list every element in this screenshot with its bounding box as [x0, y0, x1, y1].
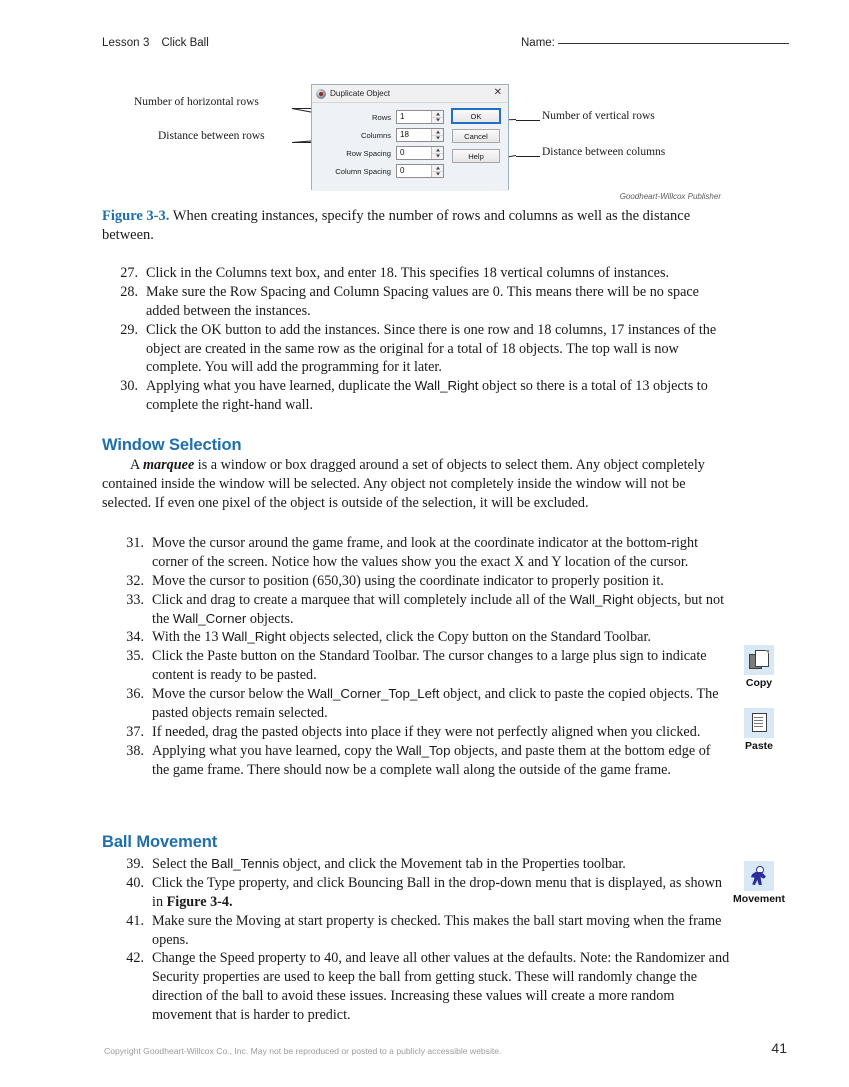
- list-item: [112, 321, 730, 378]
- text-run: With the 13: [152, 629, 222, 646]
- columns-stepper[interactable]: [396, 128, 444, 142]
- step-number: 31.: [126, 535, 144, 551]
- text-run: is a window or box dragged around a set of objects to select them. Any object completely contained inside the window will be selected. Any object not: [102, 457, 705, 492]
- code-term: Wall_Right: [221, 629, 286, 645]
- text-run: text box, and enter 18. This specifies 18 vertical columns of instances.: [267, 265, 670, 281]
- list-item: [112, 283, 730, 321]
- margin-icon-copy-label: Copy: [745, 677, 773, 689]
- field-row-column-spacing: [312, 163, 508, 179]
- ok-button[interactable]: OK: [452, 109, 500, 123]
- step-number: 37.: [126, 723, 144, 740]
- step-number: 33.: [126, 591, 144, 608]
- row-spacing-spinner-arrows[interactable]: [431, 147, 443, 159]
- columns-spinner-arrows[interactable]: [431, 129, 443, 141]
- leader-line-vertical-rows: [516, 120, 540, 121]
- text-run: Make sure the: [146, 283, 230, 300]
- text-run: values are 0. This means there will be no space added between the instances.: [146, 283, 699, 319]
- step-number: 27.: [120, 265, 138, 281]
- row-spacing-value[interactable]: 0: [400, 148, 405, 157]
- text-run: inside the window will not be selected. If even one pixel of the object is outside of the selection, it will be excluded.: [102, 475, 686, 511]
- emphasis-italic: completely: [450, 475, 514, 492]
- list-item: [112, 264, 730, 283]
- page-number: 41: [771, 1040, 787, 1056]
- margin-icon-copy: [728, 645, 790, 689]
- step-number: 42.: [126, 950, 144, 967]
- figure-caption: [102, 207, 727, 245]
- step-number: 41.: [126, 912, 144, 929]
- callout-number-of-horizontal-rows: Number of horizontal rows: [134, 96, 259, 108]
- spinner-down-icon[interactable]: [432, 154, 443, 160]
- callout-number-of-vertical-rows: Number of vertical rows: [542, 110, 655, 122]
- rows-value[interactable]: 1: [400, 112, 405, 121]
- column-spacing-label: Column Spacing: [335, 166, 391, 176]
- list-item: [118, 742, 730, 780]
- text-run: objects, and paste them at the bottom edge of the game frame. There should now be a complete wall along the outside of the game frame.: [152, 742, 711, 778]
- text-run: Click in the: [146, 265, 216, 281]
- text-run: Select the: [152, 856, 212, 872]
- code-term: Wall_Top: [396, 742, 451, 758]
- text-run: Move the cursor to position (650,30) using the coordinate indicator to properly position it.: [152, 572, 664, 589]
- margin-icon-movement-label: Movement: [733, 893, 785, 905]
- dialog-title-bar: [312, 85, 508, 103]
- margin-icon-movement: [728, 861, 790, 905]
- rows-spinner-arrows[interactable]: [431, 111, 443, 123]
- list-item: [118, 912, 730, 950]
- text-run: button to add the instances. Since there is one row and 18 columns, 17 instances of the object are created in the same row as the original for a total of 18 objects. The top wall is now complete. You will add the programming for it later.: [146, 321, 717, 376]
- text-run: objects.: [246, 610, 294, 627]
- step-number: 29.: [120, 321, 138, 338]
- text-run: objects selected, click the: [285, 629, 438, 646]
- cancel-button[interactable]: Cancel: [452, 129, 500, 143]
- text-run: Click and drag to create a marquee that will completely include all of the: [152, 591, 570, 608]
- text-run: in the drop-down menu that is displayed, as shown in: [152, 874, 722, 910]
- callout-distance-between-rows: Distance between rows: [158, 130, 265, 142]
- list-item: [118, 685, 730, 723]
- emphasis-bold: OK: [201, 321, 222, 338]
- figure-caption-text: When creating instances, specify the number of rows and columns as well as the distance between.: [102, 208, 691, 244]
- columns-value[interactable]: 18: [400, 130, 409, 139]
- text-run: Click the: [146, 321, 202, 338]
- code-term: Wall_Corner: [172, 610, 247, 626]
- text-run: object so there is a total of 13 objects to complete the right-hand wall.: [146, 378, 708, 414]
- list-item: [118, 572, 730, 591]
- copy-icon: [744, 645, 774, 675]
- text-run: the: [152, 610, 173, 627]
- margin-icon-paste-label: Paste: [744, 740, 774, 752]
- code-term: Wall_Right: [414, 378, 479, 394]
- footer-copyright: Copyright Goodheart-Willcox Co., Inc. May not be reproduced or posted to a publicly accessible website.: [104, 1046, 502, 1056]
- step-number: 36.: [126, 686, 144, 702]
- help-button[interactable]: Help: [452, 149, 500, 163]
- row-spacing-stepper[interactable]: [396, 146, 444, 160]
- step-number: 28.: [120, 283, 138, 300]
- text-run: toolbar.: [579, 856, 626, 872]
- list-item: [118, 949, 730, 1025]
- column-spacing-spinner-arrows[interactable]: [431, 165, 443, 177]
- text-run: and: [305, 283, 334, 300]
- step-number: 34.: [126, 629, 144, 646]
- step-number: 30.: [120, 378, 138, 395]
- code-term: Ball_Tennis: [211, 856, 280, 871]
- code-term: Wall_Right: [569, 591, 634, 607]
- text-run: Click the: [152, 648, 208, 665]
- column-spacing-stepper[interactable]: [396, 164, 444, 178]
- dialog-title-text: Duplicate Object: [330, 89, 391, 98]
- glossary-term: marquee: [143, 457, 195, 473]
- text-run: objects, but: [633, 591, 706, 608]
- step-number: 39.: [126, 856, 144, 872]
- name-label: Name:: [521, 37, 555, 49]
- emphasis-bold: Bouncing Ball: [348, 874, 431, 891]
- duplicate-object-dialog: [311, 84, 509, 190]
- emphasis-bold: Standard Toolbar: [550, 629, 648, 646]
- text-run: object, and click the: [279, 856, 401, 872]
- paste-icon: [744, 708, 774, 738]
- text-run: . The cursor changes to a large plus sign to indicate content is ready to be pasted.: [152, 648, 707, 684]
- lesson-title: Click Ball: [161, 37, 209, 49]
- step-list-window-selection: [118, 534, 730, 779]
- step-number: 35.: [126, 648, 144, 665]
- list-item: [118, 855, 730, 874]
- list-item: [118, 647, 730, 685]
- text-run: Click the Type property, and click: [152, 874, 348, 891]
- list-item: [118, 591, 730, 629]
- emphasis-bold: Paste: [207, 648, 238, 665]
- text-run: object, and click to paste the copied objects. The pasted objects remain selected.: [152, 686, 719, 721]
- margin-icon-paste: [728, 708, 790, 752]
- text-run: Move the cursor below the: [152, 686, 308, 702]
- dialog-body: [312, 103, 508, 191]
- spinner-down-icon[interactable]: [432, 136, 443, 142]
- emphasis-bold: Standard Toolbar: [319, 648, 416, 665]
- emphasis-bold: Movement: [400, 856, 462, 872]
- heading-ball-movement: Ball Movement: [102, 833, 218, 851]
- callout-distance-between-columns: Distance between columns: [542, 146, 666, 158]
- text-run: A: [130, 457, 144, 473]
- step-list-ball-movement: [118, 855, 730, 1025]
- step-number: 32.: [126, 572, 144, 589]
- emphasis-bold: Column Spacing: [333, 283, 429, 300]
- emphasis-bold: Properties: [521, 856, 580, 872]
- text-run: .: [647, 629, 651, 646]
- movement-icon: [744, 861, 774, 891]
- list-item: [118, 723, 730, 742]
- row-spacing-label: Row Spacing: [346, 148, 391, 158]
- emphasis-bold: Copy: [437, 629, 469, 646]
- text-run: Applying what you have learned, copy the: [152, 742, 397, 759]
- heading-window-selection: Window Selection: [102, 436, 242, 454]
- emphasis-italic: not: [705, 591, 725, 608]
- figure-credit: Goodheart-Willcox Publisher: [619, 192, 721, 201]
- text-run: Applying what you have learned, duplicate the: [146, 378, 415, 395]
- code-term: Wall_Corner_Top_Left: [307, 686, 440, 701]
- emphasis-bold: Row Spacing: [229, 283, 306, 300]
- text-run: Move the cursor around the game frame, and look at the coordinate indicator at the bottom-right corner of the screen. Notice how the values show you the exact X and Y location of the cursor.: [152, 535, 699, 570]
- name-field-block: [521, 34, 789, 49]
- column-spacing-value[interactable]: 0: [400, 166, 405, 175]
- spinner-down-icon[interactable]: [432, 118, 443, 124]
- step-number: 38.: [126, 742, 144, 759]
- columns-label: Columns: [361, 130, 391, 140]
- rows-stepper[interactable]: [396, 110, 444, 124]
- list-item: [118, 628, 730, 647]
- text-run: If needed, drag the pasted objects into place if they were not perfectly aligned when you clicked.: [152, 723, 701, 740]
- marquee-paragraph: [102, 456, 728, 513]
- emphasis-bold: Figure 3-4.: [166, 893, 233, 910]
- text-run: Make sure the Moving at start property is checked. This makes the ball start moving when the frame opens.: [152, 912, 722, 948]
- text-run: button on the: [237, 648, 320, 665]
- list-item: [112, 377, 730, 415]
- figure-number: Figure 3-3.: [102, 208, 170, 224]
- text-run: tab in the: [461, 856, 522, 872]
- text-run: Change the Speed property to 40, and leave all other values at the defaults. Note: the Randomizer and Security properties are used to keep the ball from getting stuck. These will randomly change the direction of the ball to avoid these issues. Increasing these values will create a more random movement that is harder to predict.: [152, 950, 730, 1023]
- figure-3-3-artwork: [0, 84, 849, 204]
- leader-line-distance-columns: [516, 156, 540, 157]
- running-head: [102, 34, 789, 49]
- emphasis-bold: Columns: [215, 265, 267, 281]
- lesson-number: Lesson 3: [102, 37, 150, 49]
- list-item: [118, 534, 730, 572]
- list-item: [118, 874, 730, 912]
- name-write-in-line: [558, 32, 789, 44]
- step-number: 40.: [126, 874, 144, 891]
- text-run: button on the: [468, 629, 551, 646]
- rows-label: Rows: [372, 112, 391, 122]
- close-icon[interactable]: ✕: [493, 87, 502, 98]
- step-list-duplicate: [112, 264, 730, 415]
- app-icon: [316, 89, 326, 99]
- spinner-down-icon[interactable]: [432, 172, 443, 178]
